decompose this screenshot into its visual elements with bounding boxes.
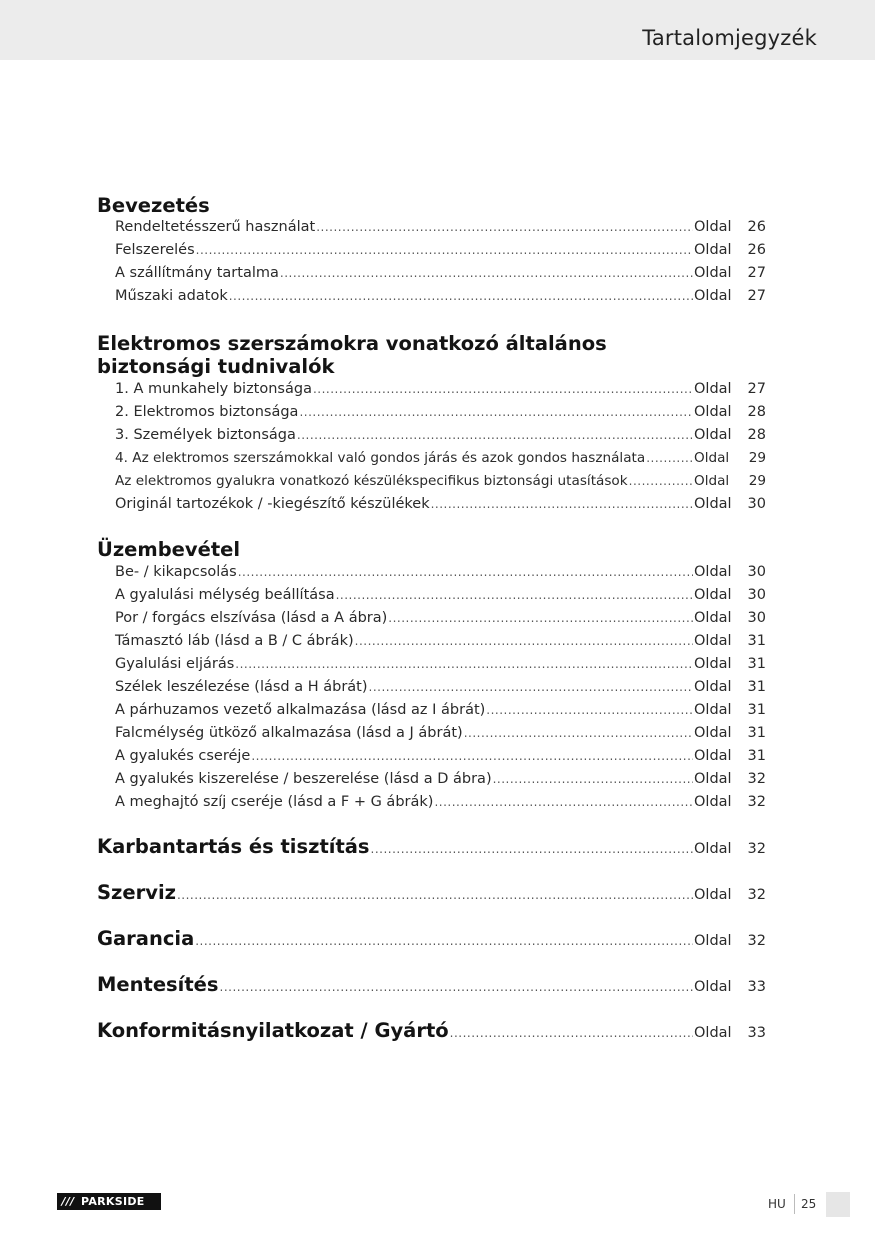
toc-page-word: Oldal — [694, 771, 732, 787]
toc-entry-label: A gyalulási mélység beállítása — [115, 587, 335, 603]
toc-entry[interactable] — [115, 679, 766, 699]
toc-entry-label: Falcmélység ütköző alkalmazása (lásd a J ábrát) — [115, 725, 463, 741]
toc-entry[interactable] — [115, 496, 766, 516]
dot-leader — [431, 497, 693, 511]
toc-page-word: Oldal — [694, 587, 732, 603]
toc-page-word: Oldal — [694, 427, 732, 443]
dot-leader — [355, 634, 693, 648]
toc-page-word: Oldal — [694, 841, 732, 857]
toc-page-word: Oldal — [694, 794, 732, 810]
toc-entry[interactable] — [115, 771, 766, 791]
toc-page-number: 31 — [747, 702, 766, 718]
dot-leader — [251, 749, 693, 763]
toc-page-number: 32 — [747, 887, 766, 903]
toc-entry-label: Konformitásnyilatkozat / Gyártó — [97, 1019, 449, 1042]
toc-page-word: Oldal — [694, 702, 732, 718]
dot-leader — [388, 611, 693, 625]
toc-entry[interactable] — [115, 633, 766, 653]
toc-entry-label: A párhuzamos vezető alkalmazása (lásd az I ábrát) — [115, 702, 486, 718]
dot-leader — [220, 980, 693, 994]
toc-page-number: 27 — [747, 265, 766, 281]
dot-leader — [336, 588, 693, 602]
dot-leader — [486, 703, 693, 717]
page-header — [0, 0, 875, 60]
toc-page-number: 26 — [747, 242, 766, 258]
toc-entry-label: Műszaki adatok — [115, 288, 228, 304]
toc-entry-label: Az elektromos gyalukra vonatkozó készülékspecifikus biztonsági utasítások — [115, 473, 628, 489]
toc-entry-warranty[interactable] — [97, 927, 766, 953]
dot-leader — [177, 888, 693, 902]
dot-leader — [297, 428, 693, 442]
toc-page-number: 30 — [747, 564, 766, 580]
toc-page-number: 32 — [747, 933, 766, 949]
toc-entry-label: A gyalukés kiszerelése / beszerelése (lásd a D ábra) — [115, 771, 492, 787]
toc-page-word: Oldal — [694, 979, 732, 995]
toc-entry[interactable] — [115, 219, 766, 239]
toc-page-word: Oldal — [694, 288, 732, 304]
dot-leader — [238, 565, 693, 579]
toc-entry-maintenance[interactable] — [97, 835, 766, 861]
toc-page-word: Oldal — [694, 1025, 732, 1041]
dot-leader — [280, 266, 693, 280]
toc-page-number: 31 — [747, 656, 766, 672]
toc-page-number: 33 — [747, 979, 766, 995]
toc-entry-label: 4. Az elektromos szerszámokkal való gondos járás és azok gondos használata — [115, 450, 646, 466]
toc-page-word: Oldal — [694, 473, 730, 489]
dot-leader — [235, 657, 693, 671]
toc-page-number: 30 — [747, 610, 766, 626]
page-title: Tartalomjegyzék — [642, 26, 817, 50]
toc-entry-label: A meghajtó szíj cseréje (lásd a F + G ábrák) — [115, 794, 434, 810]
toc-entry[interactable] — [115, 265, 766, 285]
logo-text: PARKSIDE — [81, 1195, 145, 1208]
toc-page-number: 30 — [747, 587, 766, 603]
toc-entry-label: Szerviz — [97, 881, 176, 904]
parkside-logo — [57, 1193, 161, 1210]
section-heading-safety: Elektromos szerszámokra vonatkozó általános biztonsági tudnivalók — [97, 332, 607, 378]
toc-entry[interactable] — [115, 242, 766, 262]
dot-leader — [299, 405, 693, 419]
toc-page-word: Oldal — [694, 656, 732, 672]
toc-page-number: 32 — [747, 794, 766, 810]
toc-page-number: 31 — [747, 679, 766, 695]
toc-entry[interactable] — [115, 450, 766, 470]
toc-page-word: Oldal — [694, 679, 732, 695]
toc-entry-label: Originál tartozékok / -kiegészítő készülékek — [115, 496, 430, 512]
toc-entry[interactable] — [115, 381, 766, 401]
toc-entry-label: Por / forgács elszívása (lásd a A ábra) — [115, 610, 388, 626]
dot-leader — [195, 934, 693, 948]
toc-page-word: Oldal — [694, 450, 730, 466]
dot-leader — [629, 474, 693, 488]
toc-page-number: 30 — [747, 496, 766, 512]
section-heading-bevezetes: Bevezetés — [97, 194, 210, 217]
toc-entry-label: 1. A munkahely biztonsága — [115, 381, 312, 397]
toc-page-word: Oldal — [694, 496, 732, 512]
toc-entry-label: 2. Elektromos biztonsága — [115, 404, 299, 420]
dot-leader — [464, 726, 693, 740]
toc-page-number: 27 — [747, 288, 766, 304]
toc-entry-label: 3. Személyek biztonsága — [115, 427, 296, 443]
dot-leader — [316, 220, 693, 234]
toc-page-word: Oldal — [694, 633, 732, 649]
toc-entry[interactable] — [115, 610, 766, 630]
toc-page-number: 31 — [747, 633, 766, 649]
dot-leader — [313, 382, 693, 396]
footer-divider — [794, 1194, 795, 1214]
toc-page-number: 28 — [747, 404, 766, 420]
section-heading-uzembevetel: Üzembevétel — [97, 538, 241, 561]
toc-entry-label: Karbantartás és tisztítás — [97, 835, 370, 858]
toc-page-number: 28 — [747, 427, 766, 443]
toc-entry-service[interactable] — [97, 881, 766, 907]
toc-page-number: 31 — [747, 725, 766, 741]
toc-entry-conformity[interactable] — [97, 1019, 766, 1045]
toc-entry[interactable] — [115, 587, 766, 607]
toc-page-word: Oldal — [694, 381, 732, 397]
toc-entry[interactable] — [115, 702, 766, 722]
toc-entry-disposal[interactable] — [97, 973, 766, 999]
toc-page-word: Oldal — [694, 887, 732, 903]
toc-entry-label: Rendeltetésszerű használat — [115, 219, 316, 235]
page-edge-tab — [826, 1192, 850, 1217]
dot-leader — [229, 289, 693, 303]
toc-page-word: Oldal — [694, 933, 732, 949]
toc-entry-label: Szélek leszélezése (lásd a H ábrát) — [115, 679, 368, 695]
toc-page-number: 33 — [747, 1025, 766, 1041]
toc-page-word: Oldal — [694, 242, 732, 258]
toc-entry-label: A szállítmány tartalma — [115, 265, 279, 281]
toc-entry[interactable] — [115, 288, 766, 308]
toc-page-word: Oldal — [694, 610, 732, 626]
dot-leader — [646, 451, 693, 465]
toc-entry[interactable] — [115, 794, 766, 814]
logo-slashes: /// — [61, 1195, 75, 1208]
toc-page-number: 32 — [747, 841, 766, 857]
dot-leader — [196, 243, 693, 257]
toc-entry-label: Garancia — [97, 927, 195, 950]
toc-page-word: Oldal — [694, 404, 732, 420]
toc-page-word: Oldal — [694, 219, 732, 235]
toc-entry-label: Felszerelés — [115, 242, 195, 258]
toc-entry-label: A gyalukés cseréje — [115, 748, 251, 764]
toc-entry[interactable] — [115, 725, 766, 745]
dot-leader — [450, 1026, 693, 1040]
toc-page-word: Oldal — [694, 265, 732, 281]
toc-entry[interactable] — [115, 564, 766, 584]
toc-entry[interactable] — [115, 748, 766, 768]
language-code: HU — [768, 1197, 786, 1211]
toc-entry-label: Mentesítés — [97, 973, 219, 996]
page-number: 25 — [801, 1197, 817, 1211]
toc-entry-label: Gyalulási eljárás — [115, 656, 235, 672]
toc-page-number: 27 — [747, 381, 766, 397]
toc-page-number: 26 — [747, 219, 766, 235]
dot-leader — [371, 842, 693, 856]
toc-entry[interactable] — [115, 473, 766, 493]
toc-page-word: Oldal — [694, 564, 732, 580]
toc-page-number: 32 — [747, 771, 766, 787]
toc-entry[interactable] — [115, 404, 766, 424]
dot-leader — [493, 772, 693, 786]
toc-page-number: 31 — [747, 748, 766, 764]
dot-leader — [434, 795, 693, 809]
toc-entry[interactable] — [115, 656, 766, 676]
toc-entry-label: Támasztó láb (lásd a B / C ábrák) — [115, 633, 354, 649]
toc-entry[interactable] — [115, 427, 766, 447]
dot-leader — [369, 680, 693, 694]
toc-page-number: 29 — [748, 473, 766, 489]
toc-entry-label: Be- / kikapcsolás — [115, 564, 237, 580]
toc-page-number: 29 — [748, 450, 766, 466]
toc-page-word: Oldal — [694, 748, 732, 764]
toc-page-word: Oldal — [694, 725, 732, 741]
